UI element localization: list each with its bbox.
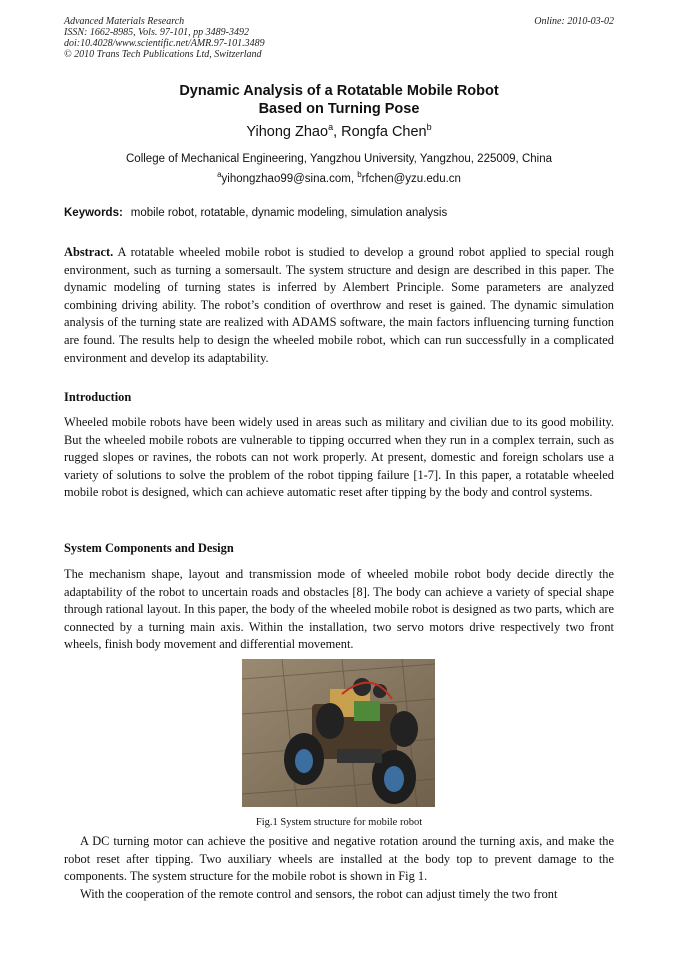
system-text: The mechanism shape, layout and transmission mode of wheeled mobile robot body decide directly the adaptability of the robot to uncertain roads and obstacles [8]. The body can achieve a variety of special shape through rational layout. In this paper, the body of the wheeled mobile robot is designed as two parts, which are connected by a turning main axis. Within the installation, two servo motors drive respectively two front wheels, finish body movement and differential movement. <box>64 567 614 652</box>
affiliation: College of Mechanical Engineering, Yangzhou University, Yangzhou, 225009, China <box>126 153 552 165</box>
figure-caption: Fig.1 System structure for mobile robot <box>255 817 423 828</box>
author-1: Yihong Zhao <box>246 123 329 140</box>
abstract <box>64 244 614 367</box>
keywords-text: mobile robot, rotatable, dynamic modeling, simulation analysis <box>130 207 448 219</box>
abstract-text: A rotatable wheeled mobile robot is studied to develop a ground robot applied to special rough environment, such as turning a somersault. The system structure and design are described in this paper. The dynamic modeling of turning states is inferred by Alembert Principle. Some parameters are analyzed combining driving ability. The robot’s condition of overthrow and reset is gained. The dynamic simulation analysis of the turning state are realized with ADAMS software, the main factors influencing turning function are found. The results help to design the wheeled mobile robot, which can run successfully in a complicated environment and develop its adaptability. <box>64 245 614 365</box>
author-2: Rongfa Chen <box>341 123 427 140</box>
email-1: yihongzhao99@sina.com, <box>221 172 358 185</box>
post-figure-paragraph-1: A DC turning motor can achieve the positive and negative rotation around the turning axis, and make the robot reset after tipping. Two auxiliary wheels are installed at the body top to prevent damage to the components. The system structure for the mobile robot is shown in Fig 1. <box>64 834 614 884</box>
title-line-1: Dynamic Analysis of a Rotatable Mobile Robot <box>179 83 499 99</box>
intro-text: Wheeled mobile robots have been widely used in areas such as military and civilian due to its good mobility. But the wheeled mobile robots are vulnerable to tipping occurred when they run in a complex terrain, such as rugged slopes or ravines, the robots can not work properly. At present, domestic and foreign scholars use a variety of solutions to solve the problem of the robot tipping failure [1-7]. In this paper, a rotatable wheeled mobile robot is designed, which can achieve automatic reset after tipping by the body and control systems. <box>64 415 614 500</box>
doi-line: doi:10.4028/www.scientific.net/AMR.97-101.3489 <box>64 38 265 49</box>
issn-line: ISSN: 1662-8985, Vols. 97-101, pp 3489-3492 <box>64 27 249 38</box>
emails <box>64 167 614 187</box>
robot-photo <box>242 659 435 807</box>
email-2: rfchen@yzu.edu.cn <box>361 172 461 185</box>
affiliation-block <box>64 151 614 187</box>
paper-title <box>64 82 614 118</box>
keywords <box>64 207 447 219</box>
author-2-affil-mark: b <box>426 122 432 132</box>
author-separator: , <box>333 123 342 140</box>
journal-header <box>64 16 265 60</box>
email-a-mark: a <box>217 170 222 179</box>
title-line-2: Based on Turning Pose <box>258 101 420 117</box>
system-heading: System Components and Design <box>64 541 234 555</box>
copyright-line: © 2010 Trans Tech Publications Ltd, Switzerland <box>64 49 262 60</box>
journal-name: Advanced Materials Research <box>64 16 185 27</box>
robot-photo-drawing <box>242 659 435 807</box>
keywords-label: Keywords: <box>64 207 123 219</box>
author-list <box>64 122 614 140</box>
post-figure-paragraph-2: With the cooperation of the remote control and sensors, the robot can adjust timely the two front <box>80 887 558 901</box>
abstract-label: Abstract. <box>64 245 114 259</box>
intro-heading: Introduction <box>64 390 132 404</box>
email-b-mark: b <box>357 170 362 179</box>
online-date: Online: 2010-03-02 <box>534 16 614 27</box>
author-1-affil-mark: a <box>328 122 334 132</box>
